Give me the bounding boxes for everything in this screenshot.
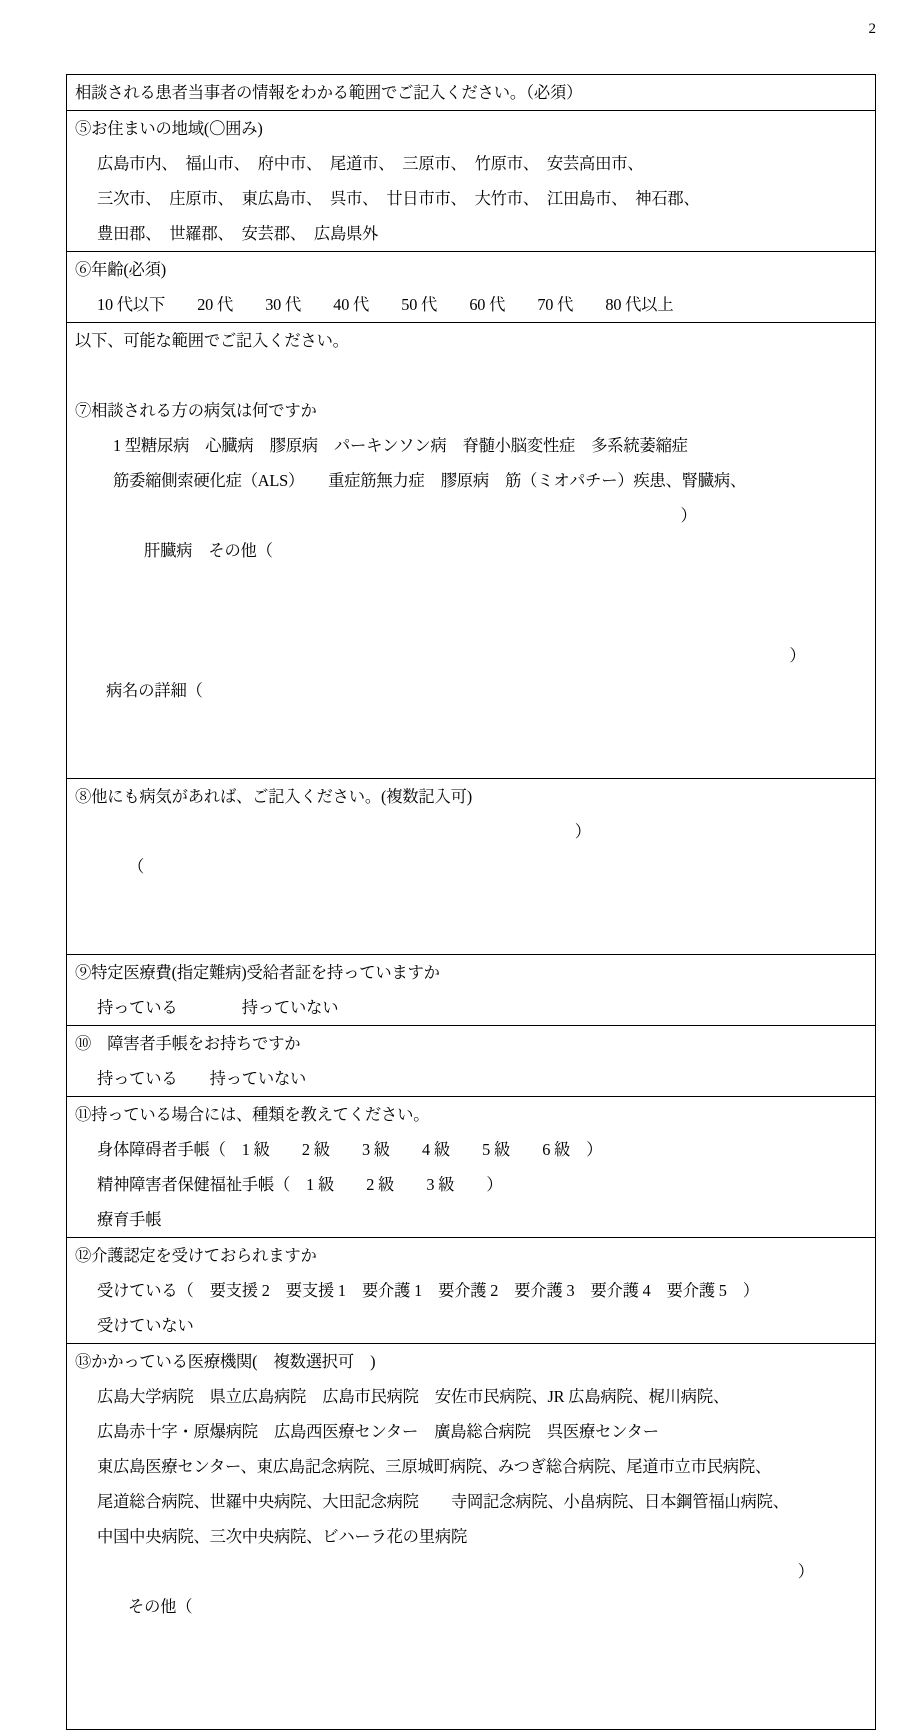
q10-options[interactable]: 持っている 持っていない [97, 1069, 307, 1088]
question-10-row [67, 1026, 875, 1097]
q13-hospitals-line-5[interactable]: 中国中央病院、三次中央病院、ビハーラ花の里病院 [97, 1527, 468, 1546]
question-9-row [67, 955, 875, 1026]
q7-spacer [67, 358, 875, 393]
q13-other-close-paren: ） [797, 1562, 814, 1581]
q13-other-line[interactable] [67, 1554, 875, 1694]
intro-row [67, 75, 875, 111]
q11-mental-handbook[interactable]: 精神障害者保健福祉手帳（ 1 級 2 級 3 級 ） [97, 1175, 503, 1194]
q13-hospitals-line-1[interactable]: 広島大学病院 県立広島病院 広島市民病院 安佐市民病院、JR 広島病院、梶川病院、 [97, 1387, 730, 1406]
q13-heading: ⑬かかっている医療機関( 複数選択可 ) [75, 1352, 376, 1371]
q7-detail-label: 病名の詳細（ [106, 681, 203, 700]
q13-bottom-spacer [67, 1694, 875, 1729]
question-7-row [67, 323, 875, 779]
q7-other-label: 肝臓病 その他（ [143, 541, 273, 560]
q7-diseases-line-3[interactable] [67, 498, 875, 638]
q5-regions-line-1[interactable]: 広島市内、 福山市、 府中市、 尾道市、 三原市、 竹原市、 安芸高田市、 [97, 154, 644, 173]
q6-heading: ⑥年齢(必須) [75, 260, 166, 279]
question-13-row [67, 1344, 875, 1729]
q8-open-paren: （ [127, 857, 145, 876]
q10-heading: ⑩ 障害者手帳をお持ちですか [75, 1034, 301, 1053]
q13-other-label: その他（ [127, 1597, 193, 1616]
page-number: 2 [868, 21, 876, 37]
q12-not-receiving-option[interactable]: 受けていない [97, 1316, 194, 1335]
intro-text: 相談される患者当事者の情報をわかる範囲でご記入ください。（必須） [75, 83, 583, 102]
q8-answer-line[interactable] [67, 814, 875, 954]
q9-options[interactable]: 持っている 持っていない [97, 998, 339, 1017]
question-8-row [67, 779, 875, 955]
q7-other-close-paren: ） [680, 506, 697, 525]
question-12-row [67, 1238, 875, 1344]
q13-hospitals-line-4[interactable]: 尾道総合病院、世羅中央病院、大田記念病院 寺岡記念病院、小畠病院、日本鋼管福山病院、 [97, 1492, 789, 1511]
q11-rehab-handbook[interactable]: 療育手帳 [97, 1210, 162, 1229]
q7-diseases-line-1[interactable]: 1 型糖尿病 心臓病 膠原病 パーキンソン病 脊髄小脳変性症 多系統萎縮症 [113, 436, 688, 455]
q13-hospitals-line-2[interactable]: 広島赤十字・原爆病院 広島西医療センター 廣島総合病院 呉医療センター [97, 1422, 659, 1441]
q8-heading: ⑧他にも病気があれば、ご記入ください。(複数記入可) [75, 787, 472, 806]
q7-diseases-line-2[interactable]: 筋委縮側索硬化症（ALS） 重症筋無力症 膠原病 筋（ミオパチー）疾患、腎臓病、 [113, 471, 747, 490]
question-5-row [67, 111, 875, 252]
q12-receiving-option[interactable]: 受けている（ 要支援 2 要支援 1 要介護 1 要介護 2 要介護 3 要介護 4 要介護 5 ） [97, 1281, 759, 1300]
q5-heading: ⑤お住まいの地域(〇囲み) [75, 119, 263, 138]
q11-physical-handbook[interactable]: 身体障碍者手帳（ 1 級 2 級 3 級 4 級 5 級 6 級 ） [97, 1140, 603, 1159]
q8-close-paren: ） [574, 822, 591, 841]
q7-detail-line[interactable] [67, 638, 875, 778]
q7-detail-close-paren: ） [789, 646, 806, 665]
q5-regions-line-3[interactable]: 豊田郡、 世羅郡、 安芸郡、 広島県外 [97, 224, 379, 243]
q6-age-options[interactable]: 10 代以下 20 代 30 代 40 代 50 代 60 代 70 代 80 代以上 [97, 295, 674, 314]
q7-note: 以下、可能な範囲でご記入ください。 [75, 331, 349, 350]
questionnaire-table [66, 74, 876, 1730]
q7-heading: ⑦相談される方の病気は何ですか [75, 401, 317, 420]
question-11-row [67, 1097, 875, 1238]
question-6-row [67, 252, 875, 323]
q13-hospitals-line-3[interactable]: 東広島医療センター、東広島記念病院、三原城町病院、みつぎ総合病院、尾道市立市民病院、 [97, 1457, 772, 1476]
q11-heading: ⑪持っている場合には、種類を教えてください。 [75, 1105, 430, 1124]
q12-heading: ⑫介護認定を受けておられますか [75, 1246, 317, 1265]
q9-heading: ⑨特定医療費(指定難病)受給者証を持っていますか [75, 963, 440, 982]
q5-regions-line-2[interactable]: 三次市、 庄原市、 東広島市、 呉市、 廿日市市、 大竹市、 江田島市、 神石郡、 [97, 189, 700, 208]
